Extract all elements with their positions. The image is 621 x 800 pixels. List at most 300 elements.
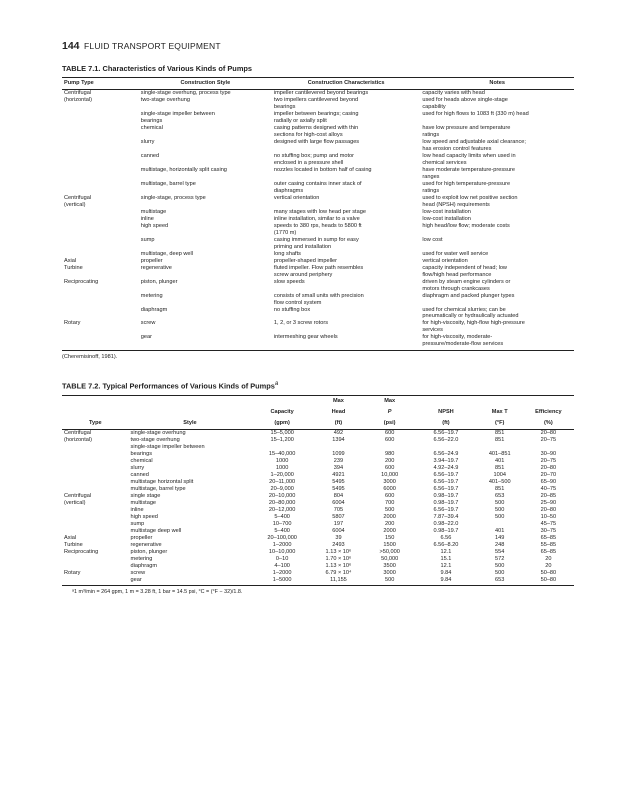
cell-max-pressure: 1500 (383, 541, 396, 548)
cell-pump-type: Turbine (64, 264, 83, 271)
table-row (62, 542, 574, 549)
cell-capacity: 1–20,000 (270, 471, 294, 478)
table-row (62, 444, 574, 451)
cell-efficiency: 45–75 (540, 520, 557, 527)
cell-construction-style: multistage, horizontally split casing (140, 166, 227, 173)
cell-style: chemical (130, 457, 153, 464)
cell-npsh: 6.56 (440, 534, 452, 541)
cell-style: inline (130, 506, 144, 513)
cell-construction-style (139, 327, 272, 334)
cell-max-temp: 401–851 (488, 450, 511, 457)
cell-max-pressure: 50,000 (381, 555, 399, 562)
table-row (62, 549, 574, 556)
cell-construction-style (139, 341, 272, 350)
cell-notes: have moderate temperature-pressure (422, 166, 516, 173)
page (62, 40, 574, 595)
cell-pump-type (62, 153, 139, 160)
cell-type: Rotary (64, 569, 81, 576)
cell-capacity: 1000 (275, 457, 289, 464)
cell-construction-style: high speed (140, 222, 169, 229)
cell-style: multistage deep well (130, 527, 182, 534)
cell-notes: ratings (422, 131, 440, 138)
table-row (62, 465, 574, 472)
cell-max-head: 4921 (332, 471, 345, 478)
cell-pump-type: (vertical) (64, 201, 86, 208)
cell-style: slurry (130, 464, 145, 471)
cell-pump-type (62, 209, 139, 216)
table-row (62, 265, 574, 272)
cell-max-temp: 500 (495, 569, 505, 576)
table2-caption-footnote-mark: a (274, 380, 279, 388)
table2-maxT-label-1: Max T (491, 408, 508, 415)
table-row (62, 286, 574, 293)
table-row (62, 535, 574, 542)
cell-max-pressure: 500 (384, 506, 395, 513)
cell-construction-characteristics: outer casing contains inner stack of (273, 180, 362, 187)
table1-source: (Cheremisinoff, 1981). (62, 354, 118, 361)
table-row (62, 167, 574, 174)
cell-efficiency: 20–80 (540, 464, 557, 471)
table-row (62, 272, 574, 279)
cell-capacity: 15–5,000 (270, 429, 294, 436)
cell-notes: pressure/moderate-flow services (420, 341, 574, 350)
table-row (62, 160, 574, 167)
cell-type (62, 444, 129, 451)
cell-style: two-stage overhung (130, 436, 180, 443)
cell-notes: has erosion control features (422, 145, 492, 152)
cell-max-pressure: 2000 (383, 513, 396, 520)
cell-max-head: 6004 (332, 499, 345, 506)
cell-max-pressure: 980 (384, 450, 395, 457)
table-row (62, 181, 574, 188)
cell-max-head: 2493 (332, 541, 345, 548)
cell-construction-characteristics: casing immersed in sump for easy (273, 236, 359, 243)
cell-type: Turbine (64, 541, 83, 548)
cell-max-pressure: 600 (384, 492, 395, 499)
cell-npsh: 6.56–22.0 (433, 436, 459, 443)
cell-max-head: 5807 (332, 513, 345, 520)
table2-maxT-label-2: (°F) (477, 418, 523, 429)
cell-max-head: 11,155 (313, 577, 364, 586)
cell-max-temp: 851 (495, 436, 505, 443)
cell-efficiency: 20–85 (540, 492, 557, 499)
cell-pump-type: Reciprocating (64, 278, 99, 285)
cell-construction-style (139, 244, 272, 251)
cell-pump-type (62, 334, 139, 341)
cell-npsh: 0.98–22.0 (433, 520, 459, 527)
cell-max-pressure: 600 (384, 429, 395, 436)
table-row (62, 307, 574, 314)
cell-max-pressure: 200 (384, 520, 395, 527)
cell-construction-style (139, 313, 272, 320)
table-row (62, 188, 574, 195)
cell-construction-style (139, 146, 272, 153)
cell-type (62, 507, 129, 514)
cell-style: canned (130, 471, 149, 478)
cell-max-pressure: 3000 (383, 569, 396, 576)
table-row (62, 486, 574, 493)
cell-capacity: 15–40,000 (268, 450, 296, 457)
cell-type (62, 479, 129, 486)
cell-notes: flow/high head performance (422, 271, 492, 278)
table-row (62, 97, 574, 104)
table1-col-pump-type: Pump Type (62, 78, 139, 90)
cell-style: regenerative (130, 541, 162, 548)
cell-notes: have low pressure and temperature (422, 124, 511, 131)
table-row (62, 195, 574, 202)
table-row (62, 293, 574, 300)
cell-style: single-stage impeller between (130, 443, 205, 450)
cell-max-head: 5495 (332, 478, 345, 485)
cell-construction-characteristics: flow control system (273, 299, 322, 306)
cell-max-head: 1394 (332, 436, 345, 443)
cell-construction-characteristics: (1770 m) (273, 229, 297, 236)
table2-pressure-label-2: P (387, 408, 392, 415)
cell-construction-characteristics: no stuffing box; pump and motor (273, 152, 355, 159)
cell-max-temp: 401–500 (488, 478, 511, 485)
cell-notes: capability (422, 103, 446, 110)
table-row (62, 334, 574, 341)
cell-construction-style: diaphragm (140, 306, 168, 313)
cell-construction-style (139, 104, 272, 111)
cell-construction-characteristics: impeller cantilevered beyond bearings (273, 89, 369, 96)
cell-construction-style: sump (140, 236, 155, 243)
table-row (62, 230, 574, 237)
cell-style: high speed (130, 513, 158, 520)
cell-capacity: 4–100 (274, 562, 290, 569)
cell-notes: low speed and adjustable axial clearance; (422, 138, 526, 145)
cell-max-head (313, 444, 364, 451)
cell-capacity: 20–9,000 (270, 485, 294, 492)
cell-efficiency: 30–90 (540, 450, 557, 457)
cell-npsh: 15.1 (440, 555, 452, 562)
cell-construction-characteristics: no stuffing box (273, 306, 311, 313)
cell-type (62, 465, 129, 472)
cell-construction-characteristics: bearings (273, 103, 296, 110)
cell-efficiency: 20–75 (540, 436, 557, 443)
table2-npsh-label-2: (ft) (415, 418, 476, 429)
table-row (62, 223, 574, 230)
cell-style: diaphragm (130, 562, 157, 569)
cell-type (62, 472, 129, 479)
cell-pump-type (62, 167, 139, 174)
cell-npsh: 6.56–24.9 (433, 450, 459, 457)
table-row (62, 320, 574, 327)
cell-max-pressure: 600 (384, 464, 395, 471)
table2-capacity-label-1: Capacity (270, 408, 294, 415)
cell-construction-style: piston, plunger (140, 278, 178, 285)
table2-npsh-label-1: NPSH (438, 408, 454, 415)
cell-max-temp: 851 (495, 429, 505, 436)
table-row (62, 132, 574, 139)
cell-notes: capacity varies with head (422, 89, 485, 96)
cell-notes: vertical orientation (422, 257, 468, 264)
table2-col-style: Style (129, 418, 252, 429)
table-row (62, 313, 574, 320)
cell-style: single stage (130, 492, 161, 499)
table2-header-row-3 (62, 418, 574, 429)
cell-pump-type (62, 341, 139, 350)
cell-construction-style (139, 272, 272, 279)
cell-notes: capacity independent of head; low (422, 264, 507, 271)
cell-pump-type (62, 174, 139, 181)
cell-efficiency: 20 (545, 555, 552, 562)
cell-style: multistage horizontal split (130, 478, 194, 485)
cell-construction-characteristics: sections for high-cost alloys (273, 131, 343, 138)
table-row (62, 174, 574, 181)
cell-capacity: 1000 (275, 464, 289, 471)
cell-construction-style (139, 286, 272, 293)
cell-npsh: 12.1 (440, 548, 452, 555)
cell-max-pressure (364, 444, 415, 451)
cell-style: bearings (130, 450, 153, 457)
cell-pump-type (62, 139, 139, 146)
cell-efficiency: 25–90 (540, 499, 557, 506)
cell-construction-characteristics (272, 286, 420, 293)
cell-notes: diaphragm and packed plunger types (422, 292, 515, 299)
cell-construction-characteristics (272, 146, 420, 153)
cell-max-head: 394 (333, 464, 344, 471)
cell-capacity: 20–11,000 (269, 478, 296, 485)
cell-pump-type (62, 327, 139, 334)
table-row (62, 251, 574, 258)
cell-capacity: 0–10 (275, 555, 289, 562)
cell-capacity: 20–10,000 (268, 492, 296, 499)
cell-construction-characteristics: long shafts (273, 250, 301, 257)
cell-construction-characteristics: consists of small units with precision (273, 292, 364, 299)
cell-capacity (251, 444, 312, 451)
cell-type: (horizontal) (64, 436, 92, 443)
cell-construction-style: multistage, deep well (140, 250, 194, 257)
cell-max-head: 1.13 × 10⁶ (325, 562, 352, 569)
table-row (62, 118, 574, 125)
table-row (62, 472, 574, 479)
cell-type: Axial (64, 534, 77, 541)
cell-construction-characteristics: speeds to 380 rps, heads to 5800 ft (273, 222, 362, 229)
cell-efficiency: 65–85 (540, 548, 557, 555)
cell-npsh: 7.87–39.4 (433, 513, 459, 520)
cell-construction-characteristics: impeller between bearings; casing (273, 110, 359, 117)
table1-header-row (62, 78, 574, 90)
table2-head-label-3: (ft) (313, 418, 364, 429)
cell-notes: low-cost installation (422, 208, 471, 215)
table2-col-type: Type (62, 418, 129, 429)
table-row (62, 521, 574, 528)
cell-construction-style (139, 300, 272, 307)
cell-type: (vertical) (64, 499, 86, 506)
cell-construction-style: multistage, barrel type (140, 180, 196, 187)
cell-construction-characteristics: screw around periphery (273, 271, 333, 278)
table-row (62, 216, 574, 223)
table2-capacity-label-2: (gpm) (251, 418, 312, 429)
cell-max-temp: 500 (495, 499, 505, 506)
cell-max-head: 492 (333, 429, 344, 436)
cell-construction-style (139, 188, 272, 195)
cell-notes (420, 230, 574, 237)
cell-notes: used for high temperature-pressure (422, 180, 511, 187)
cell-construction-characteristics (272, 327, 420, 334)
cell-notes: used for heads above single-stage (422, 96, 508, 103)
cell-construction-style (139, 174, 272, 181)
cell-capacity: 20–100,000 (267, 534, 297, 541)
cell-npsh: 6.56–19.7 (433, 506, 459, 513)
cell-notes: used for high flows to 1083 ft (330 m) head (422, 110, 529, 117)
cell-construction-style: single-stage overhung, process type (140, 89, 231, 96)
cell-style: sump (130, 520, 145, 527)
table-row (62, 125, 574, 132)
cell-pump-type: Centrifugal (64, 194, 92, 201)
cell-pump-type (62, 216, 139, 223)
cell-style: single-stage overhung (130, 429, 186, 436)
cell-pump-type (62, 188, 139, 195)
cell-max-temp (477, 444, 523, 451)
cell-efficiency: 30–75 (540, 527, 557, 534)
cell-npsh: 6.56–19.7 (433, 485, 459, 492)
cell-construction-style: metering (140, 292, 163, 299)
cell-type: Reciprocating (64, 548, 99, 555)
cell-type (62, 521, 129, 528)
table1-col-notes: Notes (420, 78, 574, 90)
cell-style: multistage, barrel type (130, 485, 186, 492)
table-pump-characteristics (62, 77, 574, 351)
cell-notes: ratings (422, 187, 440, 194)
table2-eff-label-1: Efficiency (535, 408, 562, 415)
table-row (62, 258, 574, 265)
cell-construction-characteristics: two impellers cantilevered beyond (273, 96, 359, 103)
cell-npsh: 0.98–19.7 (433, 527, 459, 534)
table-row (62, 563, 574, 570)
cell-type: Centrifugal (64, 492, 92, 499)
cell-construction-characteristics: slow speeds (273, 278, 305, 285)
table-row (62, 577, 574, 586)
cell-notes: used for chemical slurries; can be (422, 306, 506, 313)
cell-max-head: 197 (333, 520, 344, 527)
cell-pump-type (62, 244, 139, 251)
cell-max-temp: 1004 (493, 471, 506, 478)
cell-efficiency: 20–75 (540, 457, 557, 464)
cell-construction-characteristics: diaphragms (273, 187, 304, 194)
table-row (62, 500, 574, 507)
table1-col-construction-characteristics: Construction Characteristics (272, 78, 420, 90)
cell-efficiency (523, 444, 574, 451)
cell-max-temp: 851 (495, 464, 505, 471)
cell-construction-style: single-stage impeller between (140, 110, 215, 117)
cell-max-temp: 401 (495, 527, 505, 534)
cell-capacity: 1–5000 (251, 577, 312, 586)
cell-capacity: 20–12,000 (268, 506, 296, 513)
table-row (62, 429, 574, 436)
cell-max-head: 6004 (332, 527, 345, 534)
table2-pressure-label-1: Max (364, 395, 415, 406)
cell-notes: for high-viscosity, moderate- (422, 334, 493, 341)
cell-max-temp: 653 (477, 577, 523, 586)
cell-max-head: 6.79 × 10⁴ (325, 569, 352, 576)
table-row (62, 300, 574, 307)
cell-construction-characteristics: designed with large flow passages (273, 138, 360, 145)
cell-efficiency: 20–70 (540, 471, 557, 478)
cell-max-temp: 401 (495, 457, 505, 464)
table-row (62, 493, 574, 500)
table-row (62, 209, 574, 216)
cell-max-temp: 500 (495, 513, 505, 520)
cell-construction-style: single-stage, process type (140, 194, 206, 201)
cell-pump-type (62, 223, 139, 230)
cell-capacity: 10–700 (272, 520, 292, 527)
cell-capacity: 5–400 (274, 527, 290, 534)
table-row (62, 202, 574, 209)
cell-max-pressure: 700 (384, 499, 395, 506)
table-row (62, 514, 574, 521)
cell-style: piston, plunger (130, 548, 168, 555)
cell-construction-characteristics: radially or axially split (273, 117, 327, 124)
cell-type: Centrifugal (64, 429, 92, 436)
cell-pump-type (62, 104, 139, 111)
cell-efficiency: 10–50 (540, 513, 557, 520)
cell-notes: pneumatically or hydraulically actuated (422, 313, 519, 320)
cell-npsh: 6.56–19.7 (433, 471, 459, 478)
cell-pump-type (62, 237, 139, 244)
table-row (62, 104, 574, 111)
cell-max-temp: 572 (495, 555, 505, 562)
cell-construction-characteristics: 1, 2, or 3 screw rotors (273, 320, 328, 327)
cell-pump-type (62, 160, 139, 167)
table-row (62, 451, 574, 458)
cell-notes: chemical services (422, 159, 467, 166)
cell-notes: services (422, 327, 443, 334)
cell-construction-style (139, 160, 272, 167)
cell-construction-style: regenerative (140, 264, 172, 271)
table2-pressure-label-3: (psi) (364, 418, 415, 429)
cell-type (62, 528, 129, 535)
cell-max-pressure: 200 (384, 457, 395, 464)
cell-efficiency: 50–80 (523, 577, 574, 586)
cell-pump-type (62, 181, 139, 188)
cell-max-head: 1099 (332, 450, 345, 457)
cell-style: propeller (130, 534, 153, 541)
cell-construction-characteristics (272, 202, 420, 209)
cell-pump-type (62, 146, 139, 153)
table2-header-row-2 (62, 407, 574, 418)
cell-max-temp (477, 521, 523, 528)
cell-max-pressure: 3000 (383, 478, 396, 485)
cell-pump-type (62, 132, 139, 139)
cell-max-pressure: 6000 (383, 485, 396, 492)
cell-notes: low cost (422, 236, 443, 243)
cell-npsh: 6.56–19.7 (433, 478, 459, 485)
cell-npsh: 6.56–8.20 (433, 541, 459, 548)
cell-max-pressure: 500 (364, 577, 415, 586)
cell-pump-type (62, 251, 139, 258)
cell-construction-characteristics: priming and installation (273, 243, 332, 250)
table2-head-label-1: Max (313, 395, 364, 406)
table-row (62, 458, 574, 465)
cell-pump-type (62, 293, 139, 300)
cell-construction-characteristics: vertical orientation (273, 194, 320, 201)
table-row (62, 279, 574, 286)
cell-npsh: 12.1 (440, 562, 452, 569)
cell-pump-type (62, 272, 139, 279)
cell-notes: used for water well service (422, 250, 489, 257)
cell-pump-type: Centrifugal (64, 89, 92, 96)
table-row (62, 89, 574, 96)
cell-type (62, 458, 129, 465)
page-header (62, 40, 574, 64)
cell-max-head: 1.70 × 10⁶ (325, 555, 352, 562)
cell-notes: ranges (422, 173, 440, 180)
cell-style: screw (130, 569, 146, 576)
cell-notes (420, 118, 574, 125)
cell-max-temp: 248 (495, 541, 505, 548)
